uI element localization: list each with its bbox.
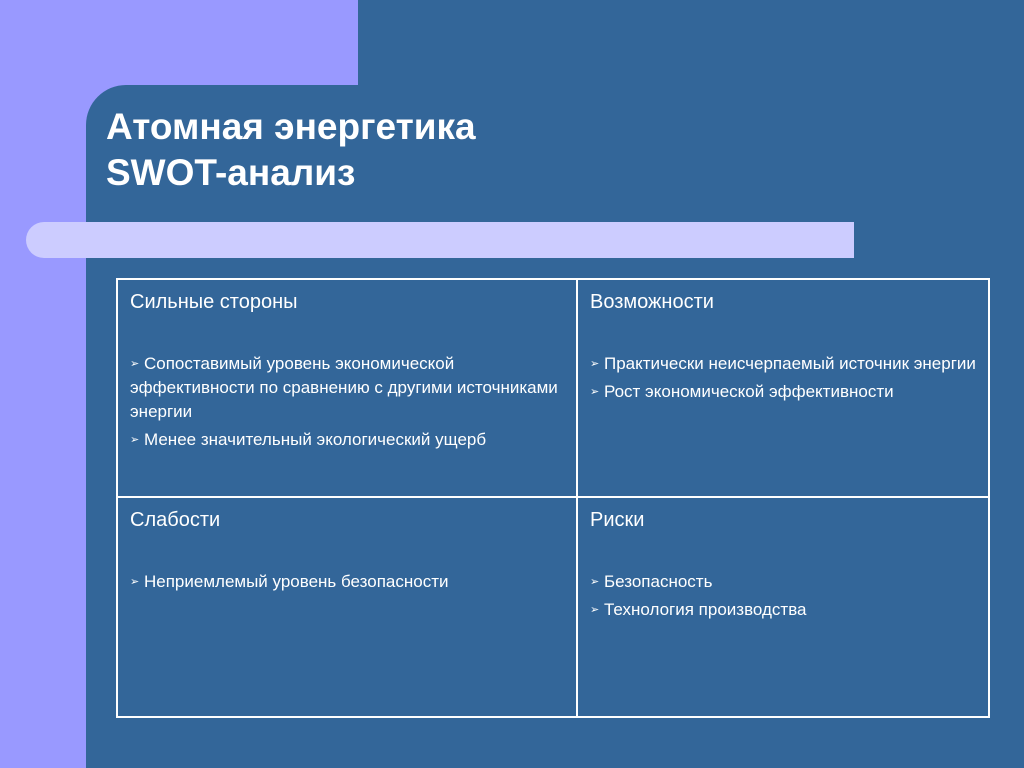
arrow-bullet-icon: ➢: [590, 358, 600, 370]
strengths-cell: [117, 279, 577, 497]
weaknesses-heading: Слабости: [130, 509, 221, 531]
strengths-list: [130, 352, 566, 452]
list-item-text: Безопасность: [604, 572, 713, 591]
list-item-text: Сопоставимый уровень экономической эффективности по сравнению с другими источниками энергии: [130, 354, 558, 421]
strengths-heading: Сильные стороны: [130, 291, 298, 313]
weaknesses-cell: [117, 497, 577, 717]
arrow-bullet-icon: ➢: [590, 386, 600, 398]
threats-cell: [577, 497, 989, 717]
list-item-text: Технология производства: [604, 600, 807, 619]
arrow-bullet-icon: ➢: [130, 358, 140, 370]
list-item: [130, 570, 566, 594]
opportunities-heading: Возможности: [590, 291, 714, 313]
decorative-bar: [26, 222, 854, 258]
list-item-text: Практически неисчерпаемый источник энергии: [604, 354, 976, 373]
decorative-top-block: [0, 0, 358, 85]
arrow-bullet-icon: ➢: [130, 434, 140, 446]
title-line-2: SWOT-анализ: [106, 152, 356, 193]
list-item-text: Менее значительный экологический ущерб: [144, 430, 487, 449]
opportunities-list: [590, 352, 978, 404]
swot-row-top: [117, 279, 989, 497]
swot-table: [116, 278, 990, 718]
threats-heading: Риски: [590, 509, 645, 531]
arrow-bullet-icon: ➢: [590, 604, 600, 616]
threats-list: [590, 570, 978, 622]
list-item-text: Неприемлемый уровень безопасности: [144, 572, 449, 591]
arrow-bullet-icon: ➢: [130, 576, 140, 588]
weaknesses-list: [130, 570, 566, 594]
arrow-bullet-icon: ➢: [590, 576, 600, 588]
title-line-1: Атомная энергетика: [106, 106, 476, 147]
list-item: [130, 428, 566, 452]
list-item-text: Рост экономической эффективности: [604, 382, 894, 401]
decorative-left-strip: [0, 0, 86, 768]
list-item: [590, 598, 978, 622]
list-item: [590, 380, 978, 404]
list-item: [590, 570, 978, 594]
swot-row-bottom: [117, 497, 989, 717]
list-item: [130, 352, 566, 424]
slide-title: [106, 104, 476, 196]
opportunities-cell: [577, 279, 989, 497]
list-item: [590, 352, 978, 376]
